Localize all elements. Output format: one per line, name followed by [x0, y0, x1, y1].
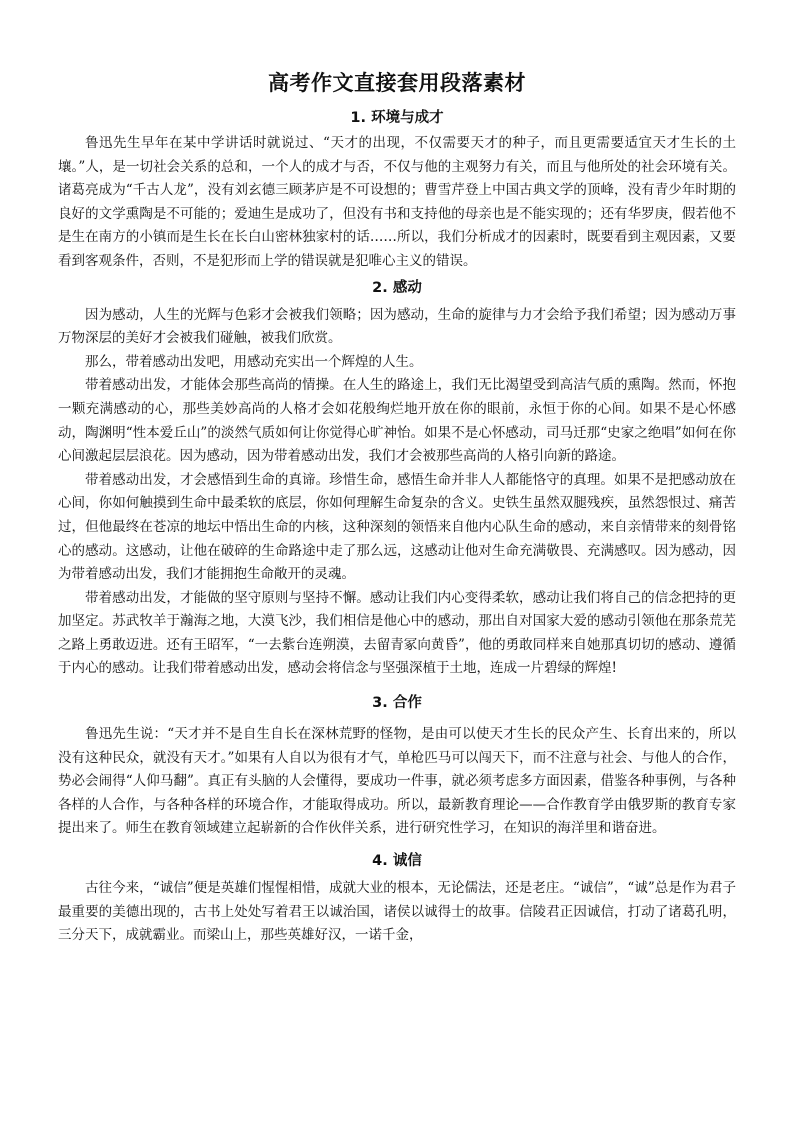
section-heading: 3. 合作	[372, 695, 422, 712]
section-integrity	[58, 849, 736, 948]
section-heading: 4. 诚信	[372, 853, 422, 870]
section-moved	[58, 276, 736, 682]
section-heading: 2. 感动	[372, 279, 422, 296]
paragraph: 鲁迅先生早年在某中学讲话时就说过、“天才的出现，不仅需要天才的种子，而且更需要适宜天才生长的土壤。”人，是一切社会关系的总和，一个人的成才与否，不仅与他的主观努力有关，而且与他所处的社会环境有关。诸葛亮成为“千古人龙”，没有刘玄德三顾茅庐是不可设想的；曹雪芹登上中国古典文学的顶峰，没有青少年时期的良好的文学熏陶是不可能的；爱迪生是成功了，但没有书和支持他的母亲也是不能实现的；还有华罗庚，假若他不是生在南方的小镇而是生长在长白山密林独家村的话……所以，我们分析成才的因素时，既要看到主观因素，又要看到客观条件，否则，不是犯形而上学的错误就是犯唯心主义的错误。	[58, 135, 736, 269]
document-title: 高考作文直接套用段落素材	[268, 71, 526, 95]
paragraph: 那么，带着感动出发吧，用感动充实出一个辉煌的人生。	[85, 353, 423, 370]
section-cooperation	[58, 691, 736, 841]
section-environment	[58, 106, 736, 274]
section-heading: 1. 环境与成才	[350, 110, 444, 126]
paragraph: 带着感动出发，才会感悟到生命的真谛。珍惜生命，感悟生命并非人人都能恪守的真理。如果不是把感动放在心间，你如何触摸到生命中最柔软的底层，你如何理解生命复杂的含义。史铁生虽然双腿残疾，虽然怨恨过、痛苦过，但他最终在苍凉的地坛中悟出生命的内核，这种深刻的领悟来自他内心队生命的感动，来自亲情带来的刻骨铭心的感动。这感动，让他在破碎的生命路途中走了那么远，这感动让他对生命充满敬畏、充满感叹。因为感动，因为带着感动出发，我们才能拥抱生命敞开的灵魂。	[58, 471, 736, 583]
paragraph: 古往今来，“诚信”便是英雄们惺惺相惜，成就大业的根本，无论儒法，还是老庄。“诚信”，“诚”总是作为君子最重要的美德出现的，古书上处处写着君王以诚治国，诸侯以诚得士的故事。信陵君正因诚信，打动了诸葛孔明，三分天下，成就霸业。而梁山上，那些英雄好汉，一诺千金，	[58, 880, 736, 944]
paragraph: 带着感动出发，才能做的坚守原则与坚持不懈。感动让我们内心变得柔软，感动让我们将自己的信念把持的更加坚定。苏武牧羊于瀚海之地，大漠飞沙，我们相信是他心中的感动，那出自对国家大爱的感动引领他在那条荒芜之路上勇敢迈进。还有王昭军，“一去紫台连朔漠，去留青冢向黄昏”，他的勇敢同样来自她那真切切的感动、遵循于内心的感动。让我们带着感动出发，感动会将信念与坚强深植于土地，连成一片碧绿的辉煌!	[58, 589, 736, 677]
paragraph: 带着感动出发，才能体会那些高尚的情操。在人生的路途上，我们无比渴望受到高洁气质的熏陶。然而，怀抱一颗充满感动的心，那些美妙高尚的人格才会如花般绚烂地开放在你的眼前，永恒于你的心间。如果不是心怀感动，陶渊明“性本爱丘山”的淡然气质如何让你觉得心旷神怡。如果不是心怀感动，司马迁那“史家之绝唱”如何在你心间激起层层浪花。因为感动，因为带着感动出发，我们才会被那些高尚的人格引向新的路途。	[58, 377, 736, 465]
paragraph: 因为感动，人生的光辉与色彩才会被我们领略；因为感动，生命的旋律与力才会给予我们希望；因为感动万事万物深层的美好才会被我们碰触，被我们欣赏。	[58, 306, 736, 347]
paragraph: 鲁迅先生说：“天才并不是自生自长在深林荒野的怪物，是由可以使天才生长的民众产生、长育出来的，所以没有这种民众，就没有天才。”如果有人自以为很有才气，单枪匹马可以闯天下，而不注意与社会、与他人的合作，势必会闹得“人仰马翻”。真正有头脑的人会懂得，要成功一件事，就必须考虑多方面因素，借鉴各种事例，与各种各样的人合作，与各种各样的环境合作，才能取得成功。所以，最新教育理论——合作教育学由俄罗斯的教育专家提出来了。师生在教育领域建立起崭新的合作伙伴关系，进行研究性学习，在知识的海洋里和谐奋进。	[58, 726, 736, 837]
